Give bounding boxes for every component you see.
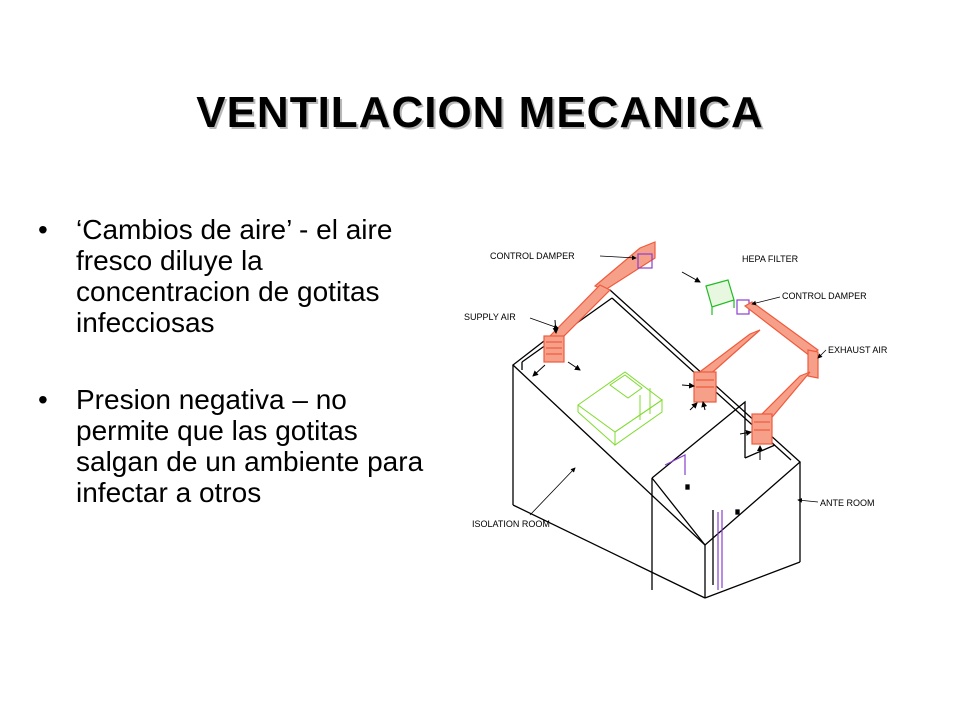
label-ante-room: ANTE ROOM [820,498,875,508]
label-control-damper-top: CONTROL DAMPER [490,251,575,261]
bullet-text-air-changes: ‘Cambios de aire’ - el aire fresco diluye la concentracion de gotitas infecciosas [76,214,393,338]
bullet-marker: • [38,214,48,245]
exhaust-duct [694,302,818,444]
slide-title: VENTILACION MECANICA [196,88,764,137]
bullet-item-air-changes [36,214,436,338]
bullet-text-negative-pressure: Presion negativa – no permite que las gotitas salgan de un ambiente para infectar a otros [76,384,424,508]
bullet-marker: • [38,384,48,415]
bed [578,372,662,445]
hepa-filter [706,280,734,315]
bullet-list [36,214,436,554]
label-supply-air: SUPPLY AIR [464,312,516,322]
label-exhaust-air: EXHAUST AIR [828,345,888,355]
ventilation-diagram [455,230,935,610]
label-control-damper-right: CONTROL DAMPER [782,291,867,301]
label-isolation-room: ISOLATION ROOM [472,519,550,529]
label-hepa-filter: HEPA FILTER [742,254,799,264]
bullet-item-negative-pressure [36,384,436,508]
